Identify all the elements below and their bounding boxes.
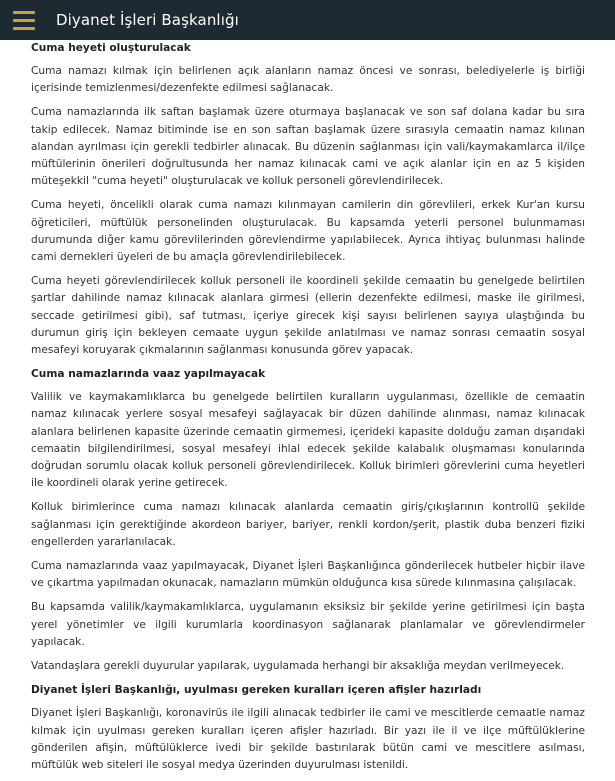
paragraph: Cuma namazlarında ilk saftan başlamak üzere oturmaya başlanacak ve son saf dolana kadar bu sıra takip edilecek. Namaz bitiminde ise en son saftan başlamak üzere sırasıyla cemaatin namaz kılınan alandan ayrılması için gerekli tedbirler alınacak. Bu düzenin sağlanması için vali/kaymakamlarca il/ilçe müftülerinin önerileri doğrultusunda her namaz kılınacak cami ve açık alanlar için en az 5 kişiden müteşekkil "cuma heyeti" oluşturulacak ve kolluk personeli görevlendirilecek. (31, 106, 585, 188)
article-body (31, 40, 585, 781)
top-app-bar (0, 0, 615, 40)
section-heading: Diyanet İşleri Başkanlığı, uyulması gereken kuralları içeren afişler hazırladı (31, 684, 482, 697)
paragraph: Bu kapsamda valilik/kaymakamlıklarca, uygulamanın eksiksiz bir şekilde yerine getirilmesi için başta yerel yönetimler ve ilgili kurumlarla koordinasyon sağlanarak planlamalar ve görevlendirmeler yapılacak. (31, 601, 585, 648)
paragraph: Valilik ve kaymakamlıklarca bu genelgede belirtilen kuralların uygulanması, özellikle de cemaatin namaz kılınacak yerlere sosyal mesafeyi sağlayacak bir düzen dahilinde alınması, namaz kılınacak alanlara belirlenen kapasite üzerinde cemaatin girmemesi, içerideki kapasite dolduğu zaman dışarıdaki cemaatin bilgilendirilmesi, sosyal mesafeyi ihlal edecek şekilde kalabalık oluşmaması konularında doğrudan sorumlu olacak kolluk personeli görevlendirilecek. Kolluk birimleri görevlerini cuma heyetleri ile koordineli olarak yerine getirecek. (31, 391, 585, 490)
paragraph: Vatandaşlara gerekli duyurular yapılarak, uygulamada herhangi bir aksaklığa meydan verilmeyecek. (31, 660, 565, 673)
menu-icon-line (13, 19, 35, 22)
paragraph: Cuma namazlarında vaaz yapılmayacak, Diyanet İşleri Başkanlığınca gönderilecek hutbeler hiçbir ilave ve çıkartma yapılmadan okunacak, namazların mümkün olduğunca kısa sürede kılınmasına çalışılacak. (31, 560, 585, 590)
menu-icon-line (13, 27, 35, 30)
section-heading: Cuma namazlarında vaaz yapılmayacak (31, 368, 266, 381)
menu-icon-line (13, 11, 35, 14)
paragraph: Kolluk birimlerince cuma namazı kılınacak alanlarda cemaatin giriş/çıkışlarının kontrollü şekilde sağlanması için gerektiğinde akordeon bariyer, bariyer, renkli kordon/şerit, plastik duba benzeri fiziki engellerden yararlanılacak. (31, 501, 585, 548)
app-title: Diyanet İşleri Başkanlığı (56, 11, 239, 29)
paragraph: Cuma heyeti, öncelikli olarak cuma namazı kılınmayan camilerin din görevlileri, erkek Kur'an kursu öğreticileri, müftülük personelinden oluşturulacak. Bu kapsamda yeterli personel bulunmaması durumunda diğer kamu görevlilerinden görevlendirme yapılabilecek. Ayrıca ihtiyaç bulunması halinde cami dernekleri üyeleri de bu amaçla görevlendirilebilecek. (31, 199, 585, 264)
paragraph: Cuma namazı kılmak için belirlenen açık alanların namaz öncesi ve sonrası, belediyelerle iş birliği içerisinde temizlenmesi/dezenfekte edilmesi sağlanacak. (31, 65, 585, 95)
hamburger-menu-icon[interactable] (2, 0, 46, 40)
paragraph: Diyanet İşleri Başkanlığı, koronavirüs ile ilgili alınacak tedbirler ile cami ve mescitlerde cemaatle namaz kılmak için uyulması gereken kuralları içeren afişler hazırladı. Bir yazı ile il ve ilçe müftülüklerine gönderilen afişin, müftülüklerce ivedi bir şekilde bastırılarak bütün cami ve mescitlere asılması, müftülük web siteleri ile sosyal medya üzerinden duyurulması istenildi. (31, 707, 585, 771)
section-heading: Cuma heyeti oluşturulacak (31, 42, 191, 54)
paragraph: Cuma heyeti görevlendirilecek kolluk personeli ile koordineli şekilde cemaatin bu genelgede belirtilen şartlar dahilinde namaz kılınacak alanlara girmesi (ellerin dezenfekte edilmesi, maske ile girilmesi, seccade getirilmesi gibi), saf tutması, içeriye girecek kişi sayısı belirlenen sayıya ulaştığında bu durumun giriş için bekleyen cemaate uygun şekilde anlatılması ve namaz sonrası cemaatin sosyal mesafeyi koruyarak çıkmalarının sağlanması konusunda görev yapacak. (31, 275, 585, 357)
